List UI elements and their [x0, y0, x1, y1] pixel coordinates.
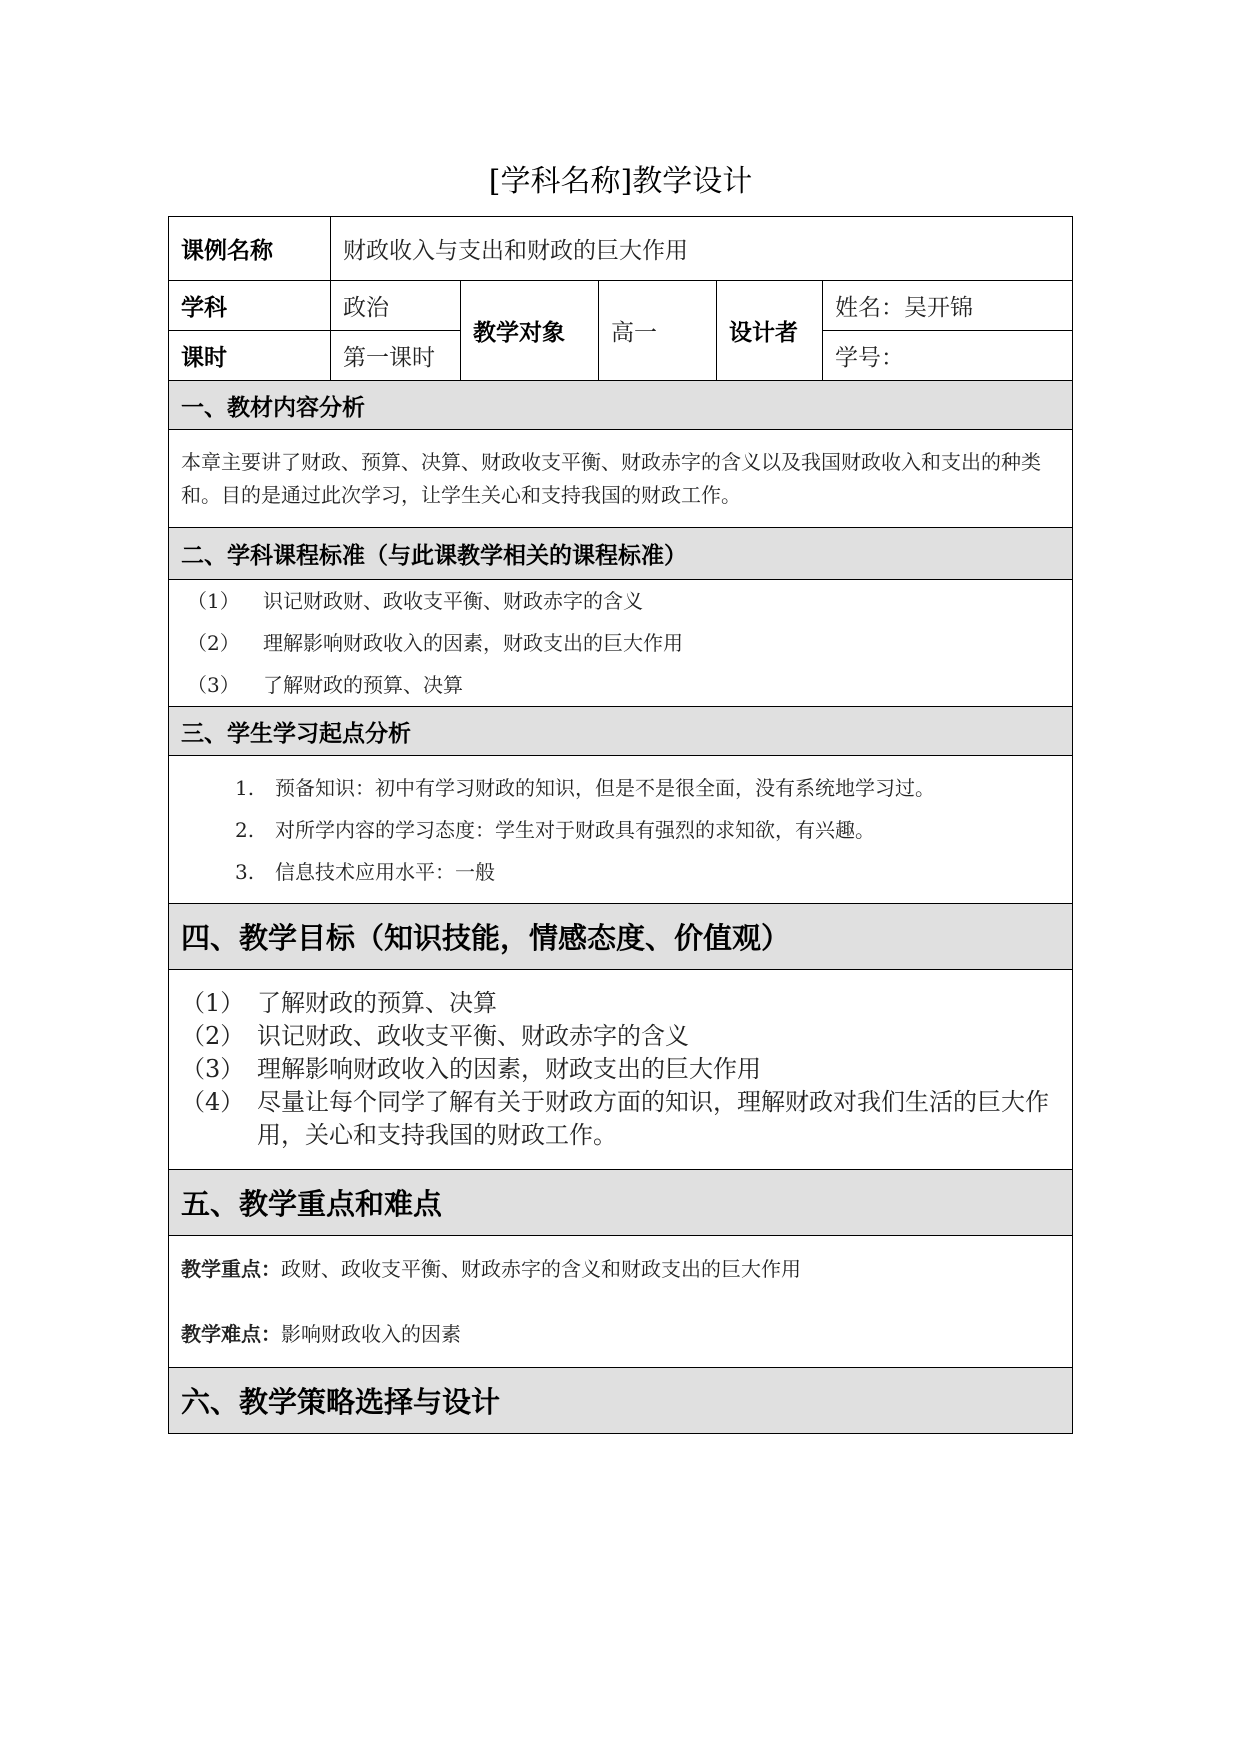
section4-heading: 四、教学目标（知识技能，情感态度、价值观）	[169, 904, 1073, 970]
target-label: 教学对象	[461, 281, 599, 381]
list-item: （2） 理解影响财政收入的因素，财政支出的巨大作用	[187, 631, 683, 655]
student-id: 学号：	[823, 331, 1073, 381]
section6-heading: 六、教学策略选择与设计	[169, 1368, 1073, 1434]
section1-body: 本章主要讲了财政、预算、决算、财政收支平衡、财政赤字的含义以及我国财政收入和支出的种类和。目的是通过此次学习，让学生关心和支持我国的财政工作。	[181, 449, 1041, 507]
list-item: （3） 了解财政的预算、决算	[187, 673, 463, 697]
list-item: 1. 预备知识：初中有学习财政的知识，但是不是很全面，没有系统地学习过。	[235, 775, 935, 800]
subject-row	[169, 281, 1073, 331]
list-item: （4） 尽量让每个同学了解有关于财政方面的知识，理解财政对我们生活的巨大作用，关心和支持我国的财政工作。	[181, 1088, 1049, 1149]
document-title: [学科名称]教学设计	[488, 164, 753, 199]
section5-heading: 五、教学重点和难点	[169, 1170, 1073, 1236]
list-item: （1） 了解财政的预算、决算	[181, 989, 497, 1017]
subject-value: 政治	[331, 281, 461, 331]
case-name-value: 财政收入与支出和财政的巨大作用	[331, 217, 1073, 281]
case-name-row	[169, 217, 1073, 281]
period-label: 课时	[169, 331, 331, 381]
list-item: 2. 对所学内容的学习态度：学生对于财政具有强烈的求知欲，有兴趣。	[235, 817, 875, 842]
key-point: 教学重点：政财、政收支平衡、财政赤字的含义和财政支出的巨大作用	[181, 1256, 801, 1281]
subject-label: 学科	[169, 281, 331, 331]
section2-heading: 二、学科课程标准（与此课教学相关的课程标准）	[169, 528, 1073, 580]
section5-body	[169, 1236, 1073, 1368]
lesson-design-table	[168, 216, 1073, 1434]
list-item: （1） 识记财政财、政收支平衡、财政赤字的含义	[187, 589, 643, 613]
designer-label: 设计者	[717, 281, 823, 381]
section4-list	[169, 970, 1073, 1170]
list-item: （3） 理解影响财政收入的因素，财政支出的巨大作用	[181, 1055, 761, 1083]
section1-body-cell	[169, 430, 1073, 528]
section2-list	[169, 580, 1073, 707]
section3-list	[169, 756, 1073, 904]
section3-heading: 三、学生学习起点分析	[169, 707, 1073, 756]
designer-name: 姓名：吴开锦	[823, 281, 1073, 331]
target-value: 高一	[599, 281, 717, 381]
case-name-label: 课例名称	[169, 217, 331, 281]
list-item: 3. 信息技术应用水平：一般	[235, 859, 495, 884]
period-value: 第一课时	[331, 331, 461, 381]
difficult-point: 教学难点：影响财政收入的因素	[181, 1321, 461, 1346]
section1-heading: 一、教材内容分析	[169, 381, 1073, 430]
list-item: （2） 识记财政、政收支平衡、财政赤字的含义	[181, 1022, 689, 1050]
